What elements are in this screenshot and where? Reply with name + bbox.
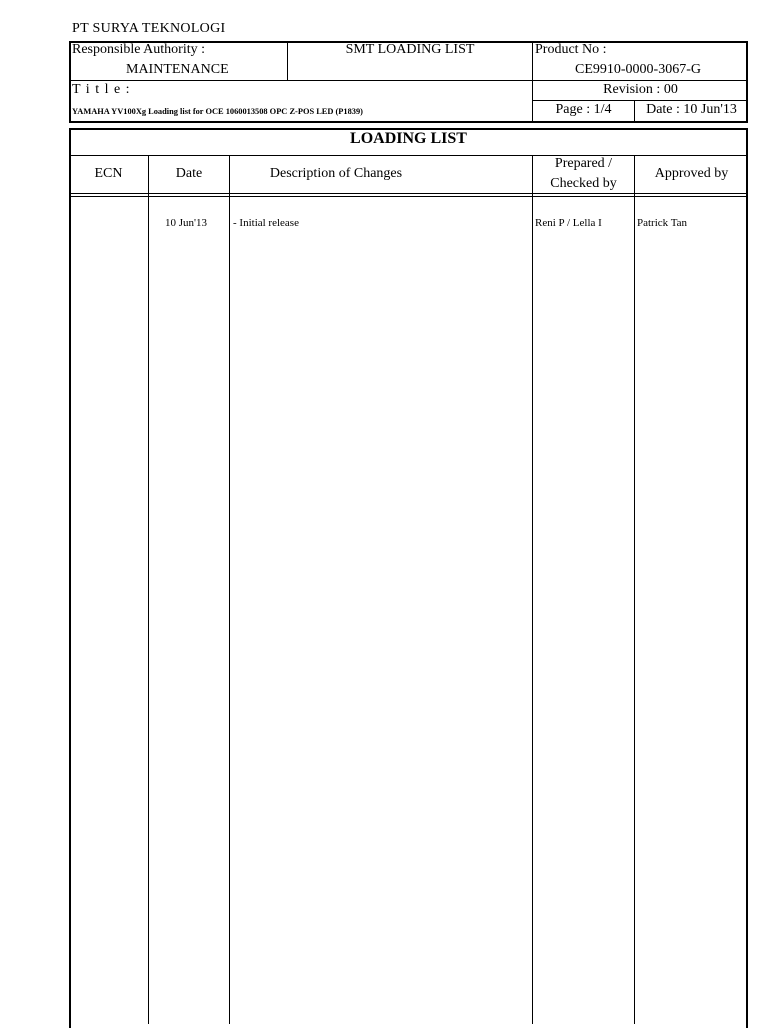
table-rule [69, 196, 748, 197]
responsible-authority-value: MAINTENANCE [126, 62, 229, 77]
title-label: T i t l e : [72, 82, 131, 97]
product-no-value: CE9910-0000-3067-G [575, 62, 701, 77]
document-title: YAMAHA YV100Xg Loading list for OCE 1060013508 OPC Z-POS LED (P1839) [72, 107, 363, 116]
header-divider [69, 80, 748, 81]
row-prepared: Reni P / Lella I [535, 217, 602, 229]
column-divider [229, 155, 230, 1024]
responsible-authority-label: Responsible Authority : [72, 42, 205, 57]
column-header-date: Date [175, 166, 203, 181]
product-no-label: Product No : [535, 42, 607, 57]
column-header-ecn: ECN [94, 166, 123, 181]
header-divider [532, 100, 748, 101]
column-header-description: Description of Changes [269, 166, 403, 181]
page-number: Page : 1/4 [555, 102, 612, 117]
list-title: LOADING LIST [350, 130, 467, 147]
company-name: PT SURYA TEKNOLOGI [72, 21, 226, 36]
row-description: - Initial release [233, 217, 299, 229]
table-rule [69, 193, 748, 194]
document-date: Date : 10 Jun'13 [646, 102, 737, 117]
column-divider [148, 155, 149, 1024]
column-header-approved: Approved by [654, 166, 729, 181]
loading-list-table [69, 128, 748, 1028]
table-rule [69, 155, 748, 156]
column-divider [634, 155, 635, 1024]
revision: Revision : 00 [603, 82, 678, 97]
column-header-checked: Checked by [550, 176, 617, 191]
document-type: SMT LOADING LIST [345, 42, 475, 57]
row-approved: Patrick Tan [637, 217, 688, 229]
column-divider [532, 155, 533, 1024]
column-header-prepared: Prepared / [554, 156, 613, 171]
row-date: 10 Jun'13 [165, 217, 208, 229]
